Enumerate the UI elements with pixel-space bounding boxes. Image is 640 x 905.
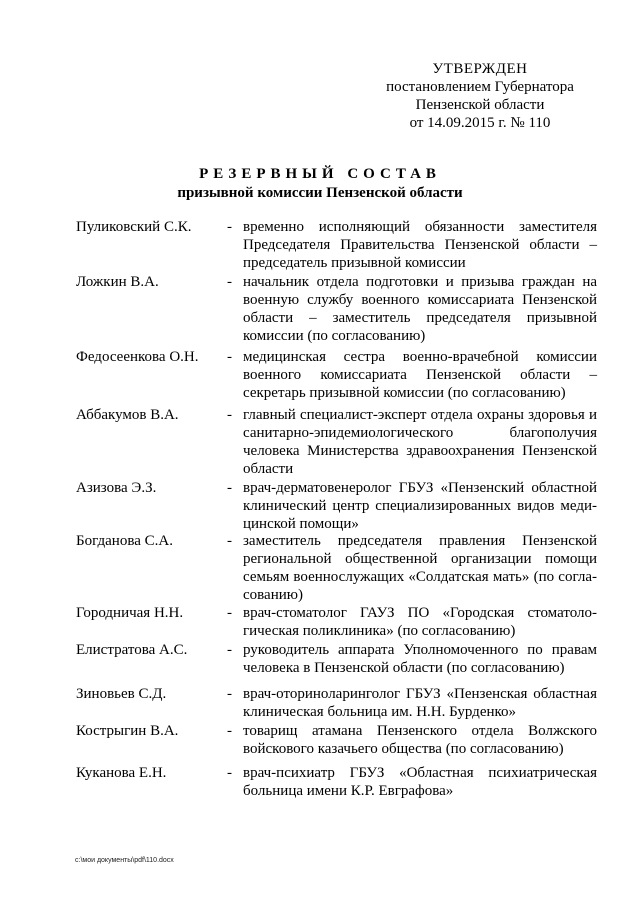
member-role: начальник отдела подготовки и призыва граждан на военную службу военного комиссариата Пензенской области – заместитель председателя призывной комиссии (по согласованию): [243, 274, 597, 344]
member-name: Федосеенкова О.Н.: [76, 349, 199, 365]
member-role: врач-дерматовенеролог ГБУЗ «Пензенский областной клинический центр специализированных видов медицинской помощи»: [243, 480, 597, 532]
member-role: врач-оториноларинголог ГБУЗ «Пензенская областная клиническая больница им. Н.Н. Бурденко»: [243, 686, 597, 720]
member-name: Аббакумов В.А.: [76, 407, 179, 423]
member-role: главный специалист-эксперт отдела охраны здоровья и санитарно-эпидемиологического благополучия человека Министерства здравоохранения Пензенской области: [243, 407, 597, 477]
member-dash: -: [227, 605, 232, 621]
member-role: руководитель аппарата Уполномоченного по правам человека в Пензенской области (по согласованию): [243, 642, 597, 676]
member-name: Зиновьев С.Д.: [76, 686, 167, 702]
approval-line-3: от 14.09.2015 г. № 110: [409, 115, 551, 131]
file-path-footer: c:\мои документы\pdf\110.docx: [75, 857, 174, 864]
member-role: врач-стоматолог ГАУЗ ПО «Городская стоматологическая поликлиника» (по согласованию): [243, 605, 597, 639]
member-dash: -: [227, 219, 232, 235]
member-role: заместитель председателя правления Пензенской региональной общественной организации помощи семьям военнослужащих «Солдатская мать» (по согласованию): [243, 533, 597, 603]
approval-line-1: постановлением Губернатора: [386, 79, 574, 95]
member-name: Азизова Э.З.: [76, 480, 157, 496]
member-dash: -: [227, 533, 232, 549]
approval-line-2: Пензенской области: [415, 97, 545, 113]
member-name: Городничая Н.Н.: [76, 605, 184, 621]
member-role: товарищ атамана Пензенского отдела Волжского войскового казачьего общества (по согласованию): [243, 723, 597, 757]
approval-heading: УТВЕРЖДЕН: [432, 61, 528, 77]
member-role: врач-психиатр ГБУЗ «Областная психиатрическая больница имени К.Р. Евграфова»: [243, 765, 597, 799]
member-dash: -: [227, 723, 232, 739]
member-dash: -: [227, 480, 232, 496]
approval-block: [378, 60, 582, 132]
member-name: Ложкин В.А.: [76, 274, 159, 290]
member-name: Богданова С.А.: [76, 533, 173, 549]
member-name: Елистратова А.С.: [76, 642, 188, 658]
member-dash: -: [227, 274, 232, 290]
member-dash: -: [227, 686, 232, 702]
member-role: медицинская сестра военно-врачебной комиссии военного комиссариата Пензенской области – секретарь призывной комиссии (по согласованию): [243, 349, 597, 401]
member-name: Пуликовский С.К.: [76, 219, 192, 235]
member-dash: -: [227, 642, 232, 658]
member-role: временно исполняющий обязанности заместителя Председателя Правительства Пензенской области – председатель призывной комиссии: [243, 219, 597, 271]
member-dash: -: [227, 407, 232, 423]
member-dash: -: [227, 765, 232, 781]
document-title: РЕЗЕРВНЫЙ СОСТАВ: [199, 166, 441, 182]
member-name: Кострыгин В.А.: [76, 723, 179, 739]
document-subtitle: призывной комиссии Пензенской области: [177, 185, 463, 201]
member-name: Куканова Е.Н.: [76, 765, 167, 781]
member-dash: -: [227, 349, 232, 365]
